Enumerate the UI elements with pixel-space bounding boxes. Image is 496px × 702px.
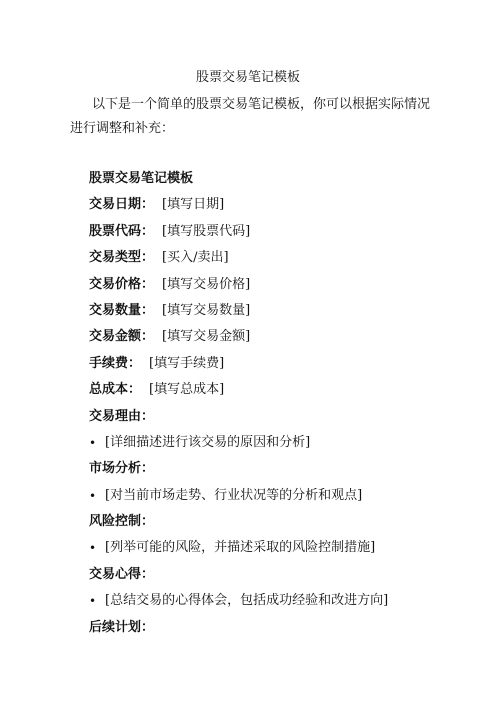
field-value: [填写手续费]	[149, 355, 225, 371]
field-value: [填写总成本]	[149, 382, 225, 398]
field-trade-type	[89, 250, 419, 276]
section-trade-reason: 交易理由：	[89, 408, 155, 424]
list-item	[89, 593, 419, 619]
field-label: 交易日期：	[89, 197, 155, 213]
field-value: [填写交易金额]	[162, 329, 251, 345]
bullet-text: [列举可能的风险，并描述采取的风险控制措施]	[105, 540, 376, 556]
field-label: 交易数量：	[89, 302, 155, 318]
document-title: 股票交易笔记模板	[195, 70, 300, 85]
field-value: [填写交易价格]	[162, 276, 251, 292]
bullet-icon: •	[89, 594, 97, 609]
section-trade-insights: 交易心得：	[89, 566, 155, 582]
field-label: 交易价格：	[89, 276, 155, 292]
intro-paragraph: 以下是一个简单的股票交易笔记模板，你可以根据实际情况进行调整和补充：	[70, 97, 431, 136]
bullet-icon: •	[89, 541, 97, 556]
list-item	[89, 435, 419, 461]
field-fee	[89, 356, 419, 382]
field-value: [填写日期]	[162, 197, 225, 213]
list-item	[89, 488, 419, 514]
section-follow-up-plan: 后续计划：	[89, 619, 155, 635]
field-label: 交易金额：	[89, 329, 155, 345]
field-stock-code	[89, 224, 419, 250]
template-content	[89, 171, 419, 646]
section-market-analysis: 市场分析：	[89, 461, 155, 477]
field-label: 手续费：	[89, 355, 142, 371]
field-label: 交易类型：	[89, 250, 155, 266]
bullet-text: [总结交易的心得体会，包括成功经验和改进方向]	[105, 593, 389, 609]
field-trade-date	[89, 197, 419, 223]
template-heading: 股票交易笔记模板	[89, 171, 194, 186]
section-risk-control: 风险控制：	[89, 514, 155, 530]
field-label: 股票代码：	[89, 223, 155, 239]
field-value: [填写股票代码]	[162, 223, 251, 239]
bullet-icon: •	[89, 435, 97, 450]
bullet-text: [详细描述进行该交易的原因和分析]	[105, 434, 311, 450]
field-total-cost	[89, 382, 419, 408]
field-value: [买入/卖出]	[162, 250, 229, 266]
field-value: [填写交易数量]	[162, 302, 251, 318]
list-item	[89, 540, 419, 566]
field-trade-price	[89, 277, 419, 303]
bullet-icon: •	[89, 488, 97, 503]
field-label: 总成本：	[89, 382, 142, 398]
field-trade-quantity	[89, 303, 419, 329]
field-trade-amount	[89, 329, 419, 355]
bullet-text: [对当前市场走势、行业状况等的分析和观点]	[105, 487, 363, 503]
